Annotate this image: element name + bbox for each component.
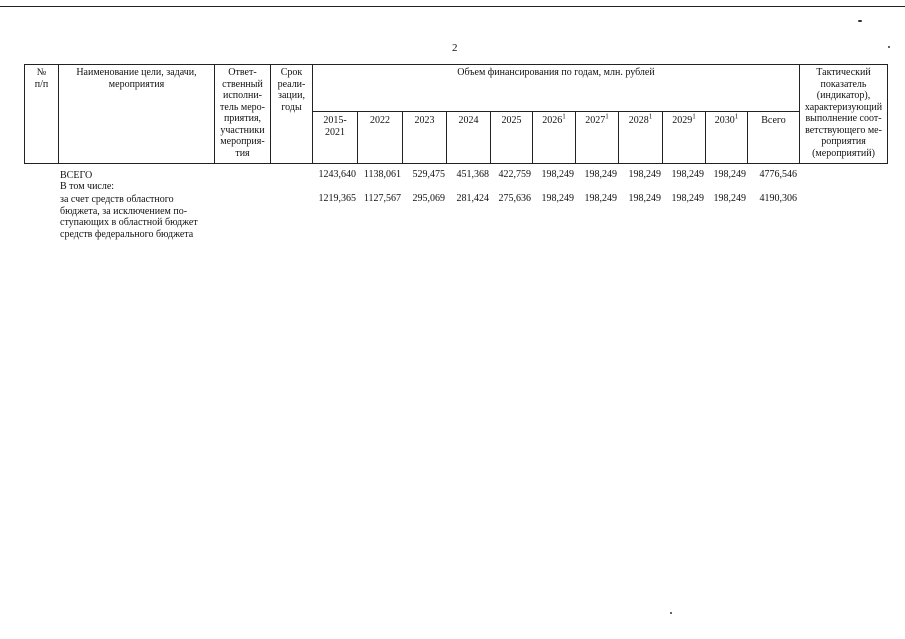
value-cell: 275,636 — [498, 193, 531, 204]
header-term: Срок реали- зации, годы — [271, 65, 313, 164]
value-cell: 1138,061 — [363, 169, 401, 180]
header-num: № п/п — [25, 65, 59, 164]
value-cell: 1127,567 — [363, 193, 401, 204]
value-cell: 198,249 — [713, 169, 746, 180]
year-header: 2015- 2021 — [313, 112, 358, 164]
header-funding: Объем финансирования по годам, млн. рублей — [313, 65, 800, 112]
header-indicator: Тактический показатель (индикатор), характеризующий выполнение соот- ветствующего ме- роприятия (мероприятий) — [800, 65, 888, 164]
value-cell: 198,249 — [671, 193, 704, 204]
row-total-label: ВСЕГО — [60, 170, 93, 181]
row-regional-label: за счет средств областного бюджета, за исключением по- ступающих в областной бюджет средств федерального бюджета — [60, 194, 198, 240]
year-header: 2023 — [403, 112, 447, 164]
header-responsible: Ответ- ственный исполни- тель меро- приятия, участники мероприя- тия — [215, 65, 271, 164]
value-cell: 198,249 — [628, 193, 661, 204]
year-header: 2022 — [358, 112, 403, 164]
year-header: 2024 — [447, 112, 491, 164]
year-header: 2029$^1$ — [663, 112, 706, 164]
year-header: 2030$^1$ — [706, 112, 748, 164]
value-cell: 451,368 — [456, 169, 489, 180]
top-rule — [0, 6, 905, 7]
value-cell: 4776,546 — [759, 169, 797, 180]
value-cell: 198,249 — [541, 193, 574, 204]
year-header: 2025 — [491, 112, 533, 164]
value-cell: 1243,640 — [318, 169, 356, 180]
funding-table-header — [24, 64, 888, 164]
value-cell: 529,475 — [412, 169, 445, 180]
scan-speck — [888, 46, 890, 48]
row-including-label: В том числе: — [60, 181, 115, 192]
value-cell: 4190,306 — [759, 193, 797, 204]
year-header: Всего — [748, 112, 800, 164]
value-cell: 198,249 — [628, 169, 661, 180]
value-cell: 198,249 — [584, 169, 617, 180]
value-cell: 281,424 — [456, 193, 489, 204]
scan-speck — [858, 20, 862, 22]
value-cell: 1219,365 — [318, 193, 356, 204]
year-header: 2028$^1$ — [619, 112, 663, 164]
value-cell: 198,249 — [584, 193, 617, 204]
value-cell: 198,249 — [671, 169, 704, 180]
year-header: 2026$^1$ — [533, 112, 576, 164]
scan-speck — [670, 612, 672, 614]
value-cell: 198,249 — [541, 169, 574, 180]
value-cell: 198,249 — [713, 193, 746, 204]
header-name: Наименование цели, задачи, мероприятия — [59, 65, 215, 164]
year-header: 2027$^1$ — [576, 112, 619, 164]
value-cell: 422,759 — [498, 169, 531, 180]
page-number: 2 — [452, 42, 458, 54]
value-cell: 295,069 — [412, 193, 445, 204]
